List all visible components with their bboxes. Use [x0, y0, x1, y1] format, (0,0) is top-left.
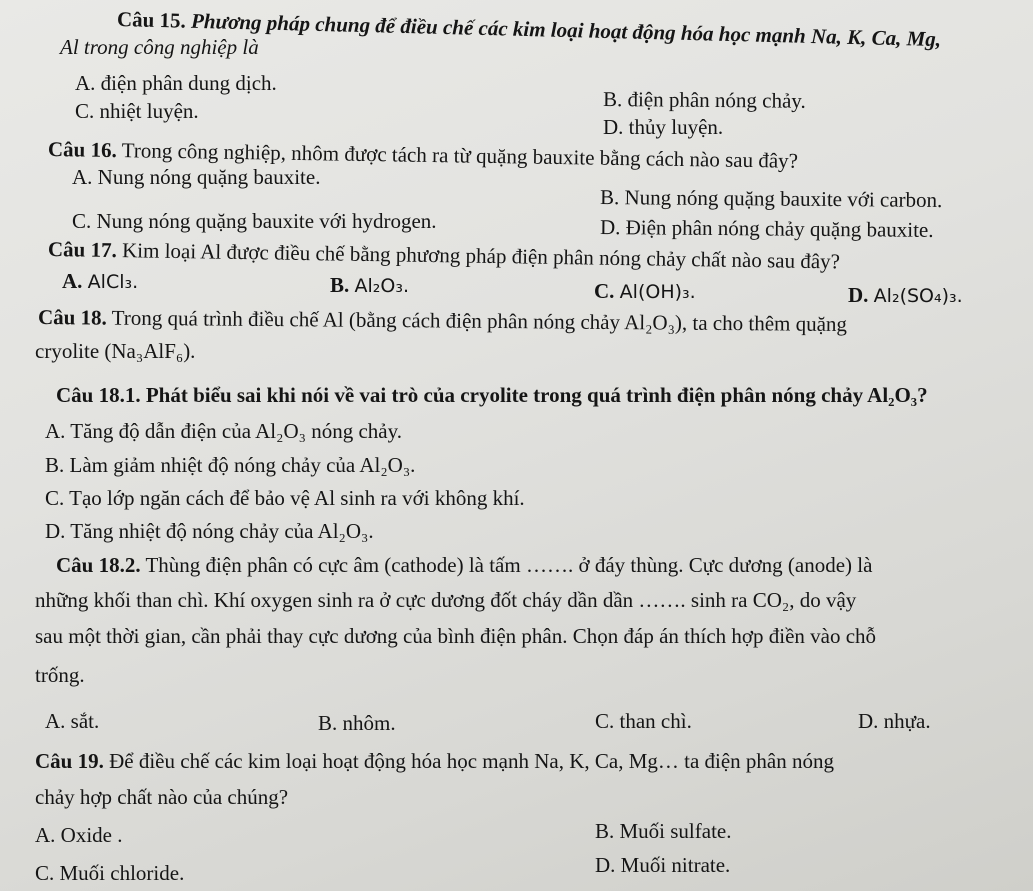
q15-option-b: B. điện phân nóng chảy. [602, 87, 806, 113]
q18-2-text: Thùng điện phân có cực âm (cathode) là tấm ……. ở đáy thùng. Cực dương (anode) là [145, 553, 873, 577]
q16-option-c: C. Nung nóng quặng bauxite với hydrogen. [72, 209, 437, 233]
q19-option-b: B. Muối sulfate. [595, 819, 732, 843]
q17-option-d: D. Al₂(SO₄)₃. [848, 283, 963, 307]
q16-option-d: D. Điện phân nóng chảy quặng bauxite. [599, 215, 934, 242]
q18-2-stem-line2: những khối than chì. Khí oxygen sinh ra ở cực dương đốt cháy dần dần ……. sinh ra CO₂, do vậy [35, 588, 857, 612]
q18-1-option-a: A. Tăng độ dẫn điện của Al₂O₃ nóng chảy. [45, 419, 402, 443]
q15-option-c: C. nhiệt luyện. [75, 99, 199, 123]
q15-stem-cont: Al trong công nghiệp là [60, 35, 259, 59]
q15-option-d: D. thủy luyện. [603, 115, 724, 139]
q17-text: Kim loại Al được điều chế bằng phương pháp điện phân nóng chảy chất nào sau đây? [121, 238, 841, 274]
q18-2-number: Câu 18.2. [56, 553, 141, 577]
q17-option-b: B. Al₂O₃. [330, 273, 410, 297]
q18-2-option-d: D. nhựa. [858, 709, 931, 733]
q18-2-option-b: B. nhôm. [318, 711, 396, 735]
q16-option-b: B. Nung nóng quặng bauxite với carbon. [599, 185, 943, 212]
q18-2-stem-line4: trống. [35, 663, 85, 687]
q15-option-a: A. điện phân dung dịch. [75, 71, 277, 95]
q19-stem-cont: chảy hợp chất nào của chúng? [35, 785, 289, 809]
q19-number: Câu 19. [35, 749, 104, 773]
q18-2-option-c: C. than chì. [595, 709, 692, 733]
q18-stem-cont: cryolite (Na₃AlF₆). [35, 339, 196, 363]
q18-1-option-b: B. Làm giảm nhiệt độ nóng chảy của Al₂O₃. [45, 453, 416, 477]
q17-option-a: A. AlCl₃. [62, 269, 139, 293]
q19-option-c: C. Muối chloride. [35, 861, 185, 885]
q18-2-option-a: A. sắt. [45, 709, 100, 733]
q18-2-stem-line3: sau một thời gian, cần phải thay cực dương của bình điện phân. Chọn đáp án thích hợp điền vào chỗ [35, 624, 877, 648]
q17-option-c: C. Al(OH)₃. [594, 279, 696, 303]
q18-stem [38, 304, 847, 337]
q19-text: Để điều chế các kim loại hoạt động hóa học mạnh Na, K, Ca, Mg… ta điện phân nóng [109, 749, 834, 773]
q16-text: Trong công nghiệp, nhôm được tách ra từ quặng bauxite bằng cách nào sau đây? [121, 138, 799, 173]
q15-number: Câu 15. [116, 7, 187, 33]
q18-text: Trong quá trình điều chế Al (bằng cách điện phân nóng chảy Al₂O₃), ta cho thêm quặng [111, 305, 848, 337]
q18-1-stem [56, 382, 928, 408]
q16-number: Câu 16. [47, 137, 118, 163]
q18-1-option-c: C. Tạo lớp ngăn cách để bảo vệ Al sinh ra với không khí. [45, 486, 525, 510]
q18-number: Câu 18. [37, 305, 107, 330]
q19-option-d: D. Muối nitrate. [595, 853, 731, 877]
q19-stem [35, 748, 834, 774]
q19-option-a: A. Oxide . [35, 823, 123, 847]
q18-2-stem [56, 552, 872, 578]
q15-text: Phương pháp chung để điều chế các kim loại hoạt động hóa học mạnh Na, K, Ca, Mg, [190, 8, 942, 52]
q17-stem [48, 236, 840, 274]
q16-option-a: A. Nung nóng quặng bauxite. [72, 165, 321, 189]
q17-number: Câu 17. [47, 237, 118, 263]
q18-1-option-d: D. Tăng nhiệt độ nóng chảy của Al₂O₃. [45, 519, 374, 543]
q18-1-number: Câu 18.1. [56, 383, 141, 407]
q18-1-text: Phát biểu sai khi nói về vai trò của cryolite trong quá trình điện phân nóng chảy Al₂O₃? [145, 383, 928, 407]
